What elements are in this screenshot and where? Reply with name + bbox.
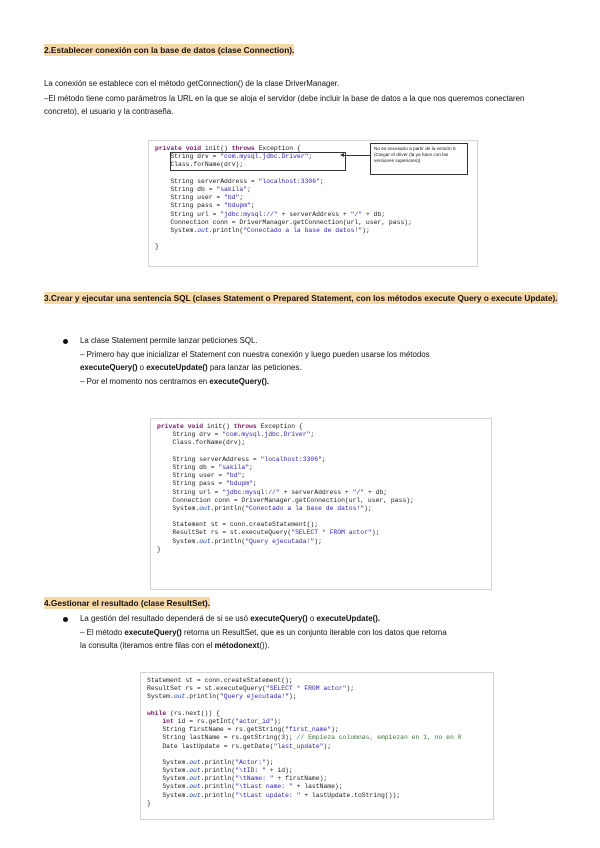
method-execute-update: executeUpdate() [146,363,208,372]
code-line [147,702,487,710]
code-line: String serverAddress = "localhost:3306"; [157,455,326,463]
code-line: System.out.println("\tLast name: " + lastName); [147,783,343,791]
section-4-bullet [80,612,560,653]
code-line: System.out.println("\tLast update: " + lastUpdate.toString()); [147,791,401,799]
section-3-heading [44,292,564,305]
method-execute-update-2: executeUpdate(). [316,614,381,623]
code-block-resultset [140,672,494,820]
code-line [147,751,487,759]
code-line: } [157,545,161,553]
code-line [155,235,471,243]
code-line [157,513,485,521]
code-line: private void init() throws Exception { [157,423,303,430]
text-el-metodo: – El método [80,627,125,637]
text-o: o [137,363,147,372]
code-line: Connection conn = DriverManager.getConnection(url, user, pass); [155,218,412,226]
code-line: String url = "jdbc:mysql://" + serverAddress + "/" + db; [157,488,388,496]
highlight-rect [170,152,346,171]
code-line: String db = "sakila"; [157,463,253,471]
code-line: String url = "jdbc:mysql://" + serverAddress + "/" + db; [155,210,386,218]
section-4-bullet-line-2 [80,626,560,640]
section-3-bullet-line-3 [80,361,560,375]
section-4-heading [44,597,210,610]
callout-arrow-line [343,155,370,156]
section-2-para-2: –El método tiene como parámetros la URL en la que se aloja el servidor (debe incluir la base de datos a la que nos queremos conectaren concreto), el usuario y la contraseña. [44,94,525,116]
code-line: Connection conn = DriverManager.getConnection(url, user, pass); [157,496,414,504]
section-3-heading-text: 3.Crear y ejecutar una sentencia SQL (clases Statement o Prepared Statement, con los métodos execute Query o execute Update). [44,293,558,303]
callout-note: No es necesario a partir de la versión 6 (Cargar el driver (la ya hace con las versiones superiores)) [370,143,468,175]
code-line: } [147,799,151,807]
text-por-el-momento: – Por el momento nos centramos en [80,376,210,386]
code-line: private void init() throws Exception { [155,145,301,152]
text-gestion: La gestión del resultado dependerá de si se usó [80,614,251,623]
code-line: System.out.println("\tName: " + firstName); [147,775,328,783]
text-la-consulta: la consulta (iteramos entre filas con el [80,641,215,650]
code-line: String drv = "com.mysql.jdbc.Driver"; [157,431,315,439]
code-line: System.out.println("Actor:"); [147,758,274,766]
code-line: String firstName = rs.getString("first_name"); [147,726,339,734]
code-line: Date lastUpdate = rs.getDate("last_update"); [147,742,332,750]
code-line: int id = rs.getInt("actor_id"); [162,717,282,725]
code-line: String pass = "bdupm"; [155,202,255,210]
text-para-lanzar: para lanzar las peticiones. [207,363,302,372]
code-line: String drv = "com.mysql.jdbc.Driver"; [155,153,313,161]
code-line: } [155,243,159,251]
code-line: System.out.println("Query ejecutada!"); [157,537,322,545]
callout-arrow-head [340,153,344,157]
code-line: Statement st = conn.createStatement(); [147,677,293,684]
text-o-2: o [307,614,317,623]
text-close-paren: ()). [259,641,270,650]
section-3-bullet [80,334,560,388]
code-line: while (rs.next()) { [147,709,220,717]
bullet-icon [63,339,68,344]
section-4-bullet-line-3 [80,639,560,653]
code-line: Statement st = conn.createStatement(); [157,521,319,529]
section-3-bullet-line-1: La clase Statement permite lanzar peticiones SQL. [80,336,258,345]
text-retorna: retorna un ResultSet, que es un conjunto iterable con los datos que retorna [181,627,447,637]
code-line: ResultSet rs = st.executeQuery("SELECT * FROM actor"); [147,685,355,693]
code-line: System.out.println("Conectado a la base de datos!"); [155,226,370,234]
section-2-para-1: La conexión se establece con el método getConnection() de la clase DriverManager. [44,79,340,88]
code-block-statement [150,418,492,590]
method-execute-query: executeQuery() [80,363,138,372]
section-2-heading-text: 2.Establecer conexión con la base de datos (clase Connection). [44,45,295,55]
method-execute-query-4: executeQuery() [124,627,182,637]
bullet-icon [63,617,68,622]
code-line: System.out.println("Conectado a la base de datos!"); [157,504,372,512]
code-line: String user = "bd"; [155,194,244,202]
section-4-heading-text: 4.Gestionar el resultado (clase ResultSet). [44,598,210,608]
method-next: métodonext [214,641,260,650]
code-line: String pass = "bdupm"; [157,480,257,488]
code-line: System.out.println("\tID: " + id); [147,767,293,775]
section-3-bullet-line-2: – Primero hay que inicializar el Statement con nuestra conexión y luego pueden usarse los métodos [80,349,430,359]
method-execute-query-2: executeQuery(). [209,376,270,386]
code-line: String user = "bd"; [157,472,246,480]
code-line: ResultSet rs = st.executeQuery("SELECT * FROM actor"); [157,529,380,537]
code-line: String serverAddress = "localhost:3306"; [155,177,324,185]
section-2-heading [44,44,294,57]
code-line [157,448,485,456]
code-line: Class.forName(drv); [157,439,246,447]
code-line: System.out.println("Query ejecutada!"); [147,693,297,701]
method-execute-query-3: executeQuery() [250,614,308,623]
section-4-bullet-line-1 [80,612,560,626]
code-line: String lastName = rs.getString(3); // Empieza columnas, empiezan en 1, no en 0 [147,734,462,742]
code-line: Class.forName(drv); [155,161,244,169]
section-3-bullet-line-4 [80,375,560,389]
code-line: String db = "sakila"; [155,185,251,193]
